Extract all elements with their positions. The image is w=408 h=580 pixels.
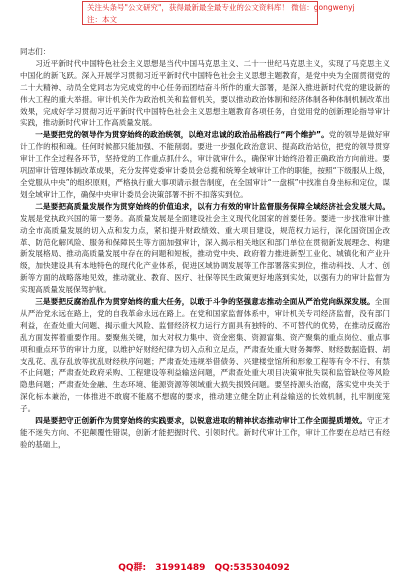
paragraph-intro	[20, 58, 390, 129]
paragraph-text: 守正才能不迷失方向、不犯颠覆性错误，创新才能把握时代、引领时代。新时代审计工作，审计工作要在总结已有经验的基础上，	[20, 416, 390, 449]
paragraph-text: 习近平新时代中国特色社会主义思想是当代中国马克思主义、二十一世纪马克思主义，实现了马克思主义中国化的新飞跃。深入开展学习贯彻习近平新时代中国特色社会主义思想主题教育，是党中央为全面贯彻党的二十大精神、动员全党同志为完成党的中心任务而团结奋斗所作的重大部署，是深入推进新时代党的建设新的伟大工程的重大举措。审计机关作为政治机关和监督机关，要以推动政治体制和经济体制各种体制机制改革出效果，完成好学习贯彻习近平新时代中国特色社会主义思想主题教育各项任务，自觉用党的创新理论指导审计实践，推动新时代审计工作高质量发展。	[20, 58, 390, 128]
footer-contacts: QQ群: 31991489 QQ:535304092	[118, 563, 290, 573]
paragraph-point-3	[20, 296, 390, 415]
paragraph-text: 发展是党执政兴国的第一要务。高质量发展是全面建设社会主义现代化国家的首要任务。要进一步找准审计推动全市高质量发展的切入点和发力点，紧扣提升财政绩效、重大项目建设，规范权力运行，深化国资国企改革、防范化解风险、服务和保障民生等方面加强审计，深入揭示相关地区和部门单位在贯彻新发展理念、构建新发展格局、推动高质量发展中存在的问题和短板，推动党中央、政府着力推进新型工业化、城镇化和产业升级，加快建设具有本地特色的现代化产业体系，促进区域协调发展等工作部署落实到位，推动科技、人才、创新等方面的战略落地见效，推动就业、教育、医疗、社保等民生政策更好地落到实处，以强有力的审计监督为实现高质量发展保驾护航。	[20, 213, 390, 295]
paragraph-text: 党的领导是做好审计工作的根和魂。任何时候都只能加强、不能削弱。要进一步强化政治意识、提高政治站位，把党的领导贯穿审计工作全过程各环节，坚持党的工作重点抓什么，审计就审什么，确保审计始终沿着正确政治方向前进。要巩固审计管理体制改革成果，充分发挥党委审计委员会总揽和统筹全域审计工作的职能，按照“下级服从上级，全党服从中央”的组织原则，严格执行重大事项请示报告制度，在全国审计“一盘棋”中找准自身坐标和定位，谋划全域审计工作，确保中央审计委员会决策部署不折不扣落实到位。	[20, 130, 391, 199]
document-body	[20, 46, 390, 451]
banner-line-2: 注：本文	[87, 15, 117, 24]
paragraph-point-2	[20, 201, 390, 296]
paragraph-point-1	[20, 129, 390, 200]
point-heading: 一是要把党的领导作为贯穿始终的政治统领，以绝对忠诚的政治品格践行“两个维护”。	[35, 130, 329, 140]
point-heading: 二是要把高质量发展作为贯穿始终的价值追求，以有力有效的审计监督服务保障全域经济社会发展大局。	[35, 201, 390, 211]
paragraph-point-4	[20, 415, 390, 451]
promo-banner	[82, 1, 355, 25]
paragraph-text: 全面从严治党永远在路上，党的自我革命永远在路上。在党和国家监督体系中，审计机关专司经济监督，没有部门利益，在查处重大问题、揭示重大风险、监督经济权力运行方面具有独特的、不可替代的优势，在推动反腐治乱方面发挥着重要作用。要聚焦关键，加大对权力集中、资金密集、资源富集、资产聚集的重点岗位、重点事项和重点环节的审计力度，以维护好财经纪律为切入点和立足点，严肃查处重大财务舞弊、财经数据造假、胡支乱花、乱存乱放等扰乱财经秩序问题；严肃查处违规举借债务、兴建楼堂馆所和形象工程等有令不行、有禁不止问题；严肃查处政府采购、工程建设等利益输送问题，严肃查处重大项目决策审批失误和监管缺位等风险隐患问题；严肃查处金融、生态环境、能源资源等领域重大损失损毁问题。要坚持源头治腐，落实党中央关于深化标本兼治，一体推进不敢腐不能腐不想腐的要求，推动建立健全防止利益输送的长效机制，扎牢制度笼子。	[20, 297, 390, 414]
point-heading: 三是要把反腐治乱作为贯穿始终的重大任务，以敢于斗争的坚强意志推动全面从严治党向纵深发展。	[35, 297, 375, 307]
greeting: 同志们：	[20, 47, 51, 56]
banner-line-1: 关注头条号"公文研究"，获得最新最全最专业的公文资料库！ 微信：gongwenyj	[87, 3, 355, 12]
point-heading: 四是要把守正创新作为贯穿始终的实践要求，以锐意进取的精神状态推动审计工作全面提质增效。	[35, 416, 367, 426]
